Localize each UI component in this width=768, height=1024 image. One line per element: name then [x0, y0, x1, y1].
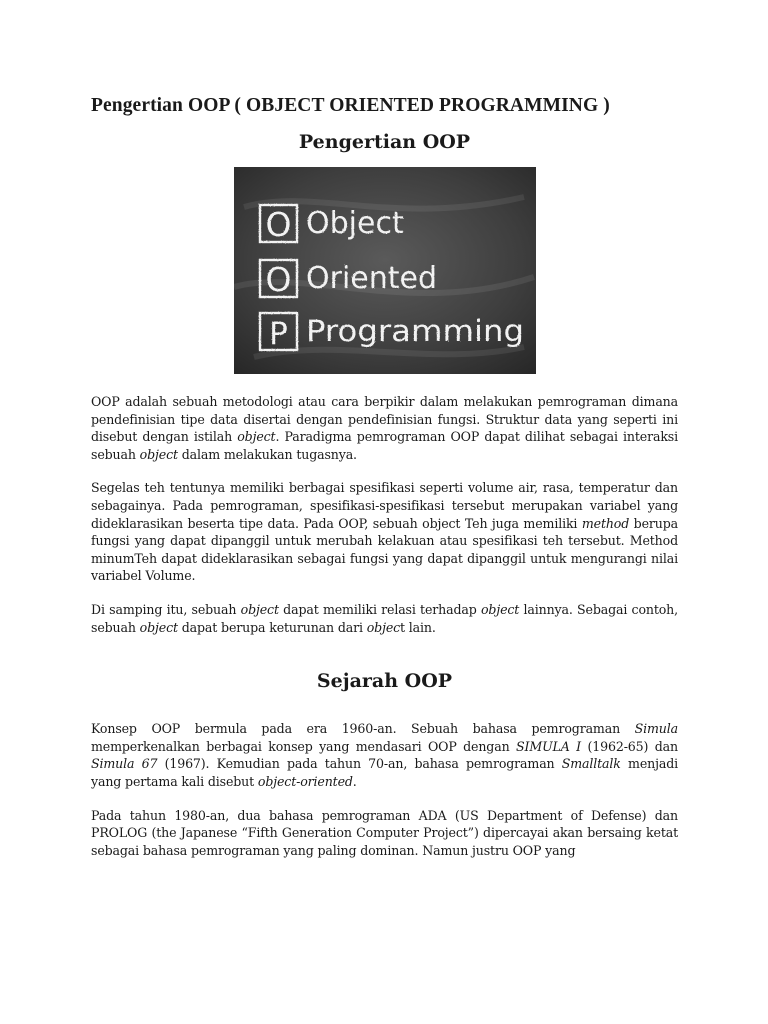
- text-run: OOP adalah sebuah metodologi atau cara berpikir dalam melakukan pemrograman dimana pendefinisian tipe data disertai dengan pendefinisian fungsi. Struktur data yang seperti ini disebut dengan istilah: [91, 394, 678, 445]
- oop-word-2: Oriented: [305, 261, 437, 296]
- text-run: .: [352, 773, 357, 789]
- italic-term: object: [139, 446, 178, 462]
- paragraph: [91, 479, 678, 585]
- oop-figure: [91, 167, 678, 374]
- text-run: . Paradigma pemrograman OOP dapat dilihat sebagai interaksi sebuah: [91, 429, 678, 462]
- oop-word-3: Programming: [305, 314, 524, 348]
- text-run: (1962-65) dan: [581, 738, 678, 754]
- paragraph: [91, 720, 678, 790]
- text-run: (1967). Kemudian pada tahun 70-an, bahasa pemrograman: [157, 756, 562, 772]
- oop-letter-3: P: [268, 316, 288, 352]
- section-heading-sejarah: Sejarah OOP: [316, 670, 453, 693]
- italic-term: method: [581, 515, 630, 531]
- text-run: Pada tahun 1980-an, dua bahasa pemrograman ADA (US Department of Defense) dan PROLOG (the Japanese “Fifth Generation Computer Project”) dipercayai akan bersaing ketat sebagai bahasa pemrograman yang paling dominan. Namun justru OOP yang: [91, 807, 678, 858]
- document-page: [91, 92, 678, 875]
- text-run: Konsep OOP bermula pada era 1960-an. Sebuah bahasa pemrograman: [91, 721, 635, 737]
- text-run: dapat memiliki relasi terhadap: [278, 601, 481, 617]
- section-sejarah-body: [91, 720, 678, 859]
- italic-term: Simula 67: [91, 756, 158, 772]
- italic-term: object: [240, 601, 279, 617]
- italic-term: objec: [366, 619, 401, 635]
- italic-term: object: [480, 601, 520, 617]
- text-run: Di samping itu, sebuah: [91, 601, 241, 617]
- text-run: dalam melakukan tugasnya.: [177, 446, 357, 462]
- italic-term: Smalltalk: [561, 756, 621, 772]
- text-run: memperkenalkan berbagai konsep yang mendasari OOP dengan: [91, 738, 517, 754]
- document-title: Pengertian OOP ( OBJECT ORIENTED PROGRAMMING ): [91, 95, 610, 116]
- text-run: t lain.: [400, 619, 436, 635]
- italic-term: SIMULA I: [516, 738, 581, 754]
- chalkboard-oop-image: [234, 167, 536, 374]
- italic-term: Simula: [634, 721, 678, 737]
- italic-term: object: [139, 619, 178, 635]
- oop-letter-1: O: [265, 205, 291, 244]
- text-run: Segelas teh tentunya memiliki berbagai spesifikasi seperti volume air, rasa, temperatur dan sebagainya. Pada pemrograman, spesifikasi-spesifikasi tersebut merupakan variabel yang dideklarasikan beserta tipe data. Pada OOP, sebuah object Teh juga memiliki: [91, 480, 678, 531]
- text-run: menjadi yang pertama kali disebut: [91, 756, 678, 789]
- oop-word-1: Object: [305, 206, 404, 241]
- section-pengertian-body: [91, 393, 678, 636]
- text-run: dapat berupa keturunan dari: [177, 619, 367, 635]
- paragraph: [91, 393, 678, 463]
- italic-term: object: [237, 429, 276, 445]
- paragraph: [91, 601, 678, 636]
- italic-term: object-oriented: [257, 773, 353, 789]
- text-run: lainnya. Sebagai contoh, sebuah: [91, 601, 679, 635]
- oop-letter-2: O: [265, 260, 291, 299]
- paragraph: [91, 807, 678, 860]
- section-heading-pengertian: Pengertian OOP: [298, 131, 471, 153]
- text-run: berupa fungsi yang dapat dipanggil untuk merubah kelakuan atau spesifikasi teh tersebut. Method minumTeh dapat dideklarasikan sebagai fungsi yang dapat dipanggil untuk mengurangi nilai variabel Volume.: [91, 515, 678, 584]
